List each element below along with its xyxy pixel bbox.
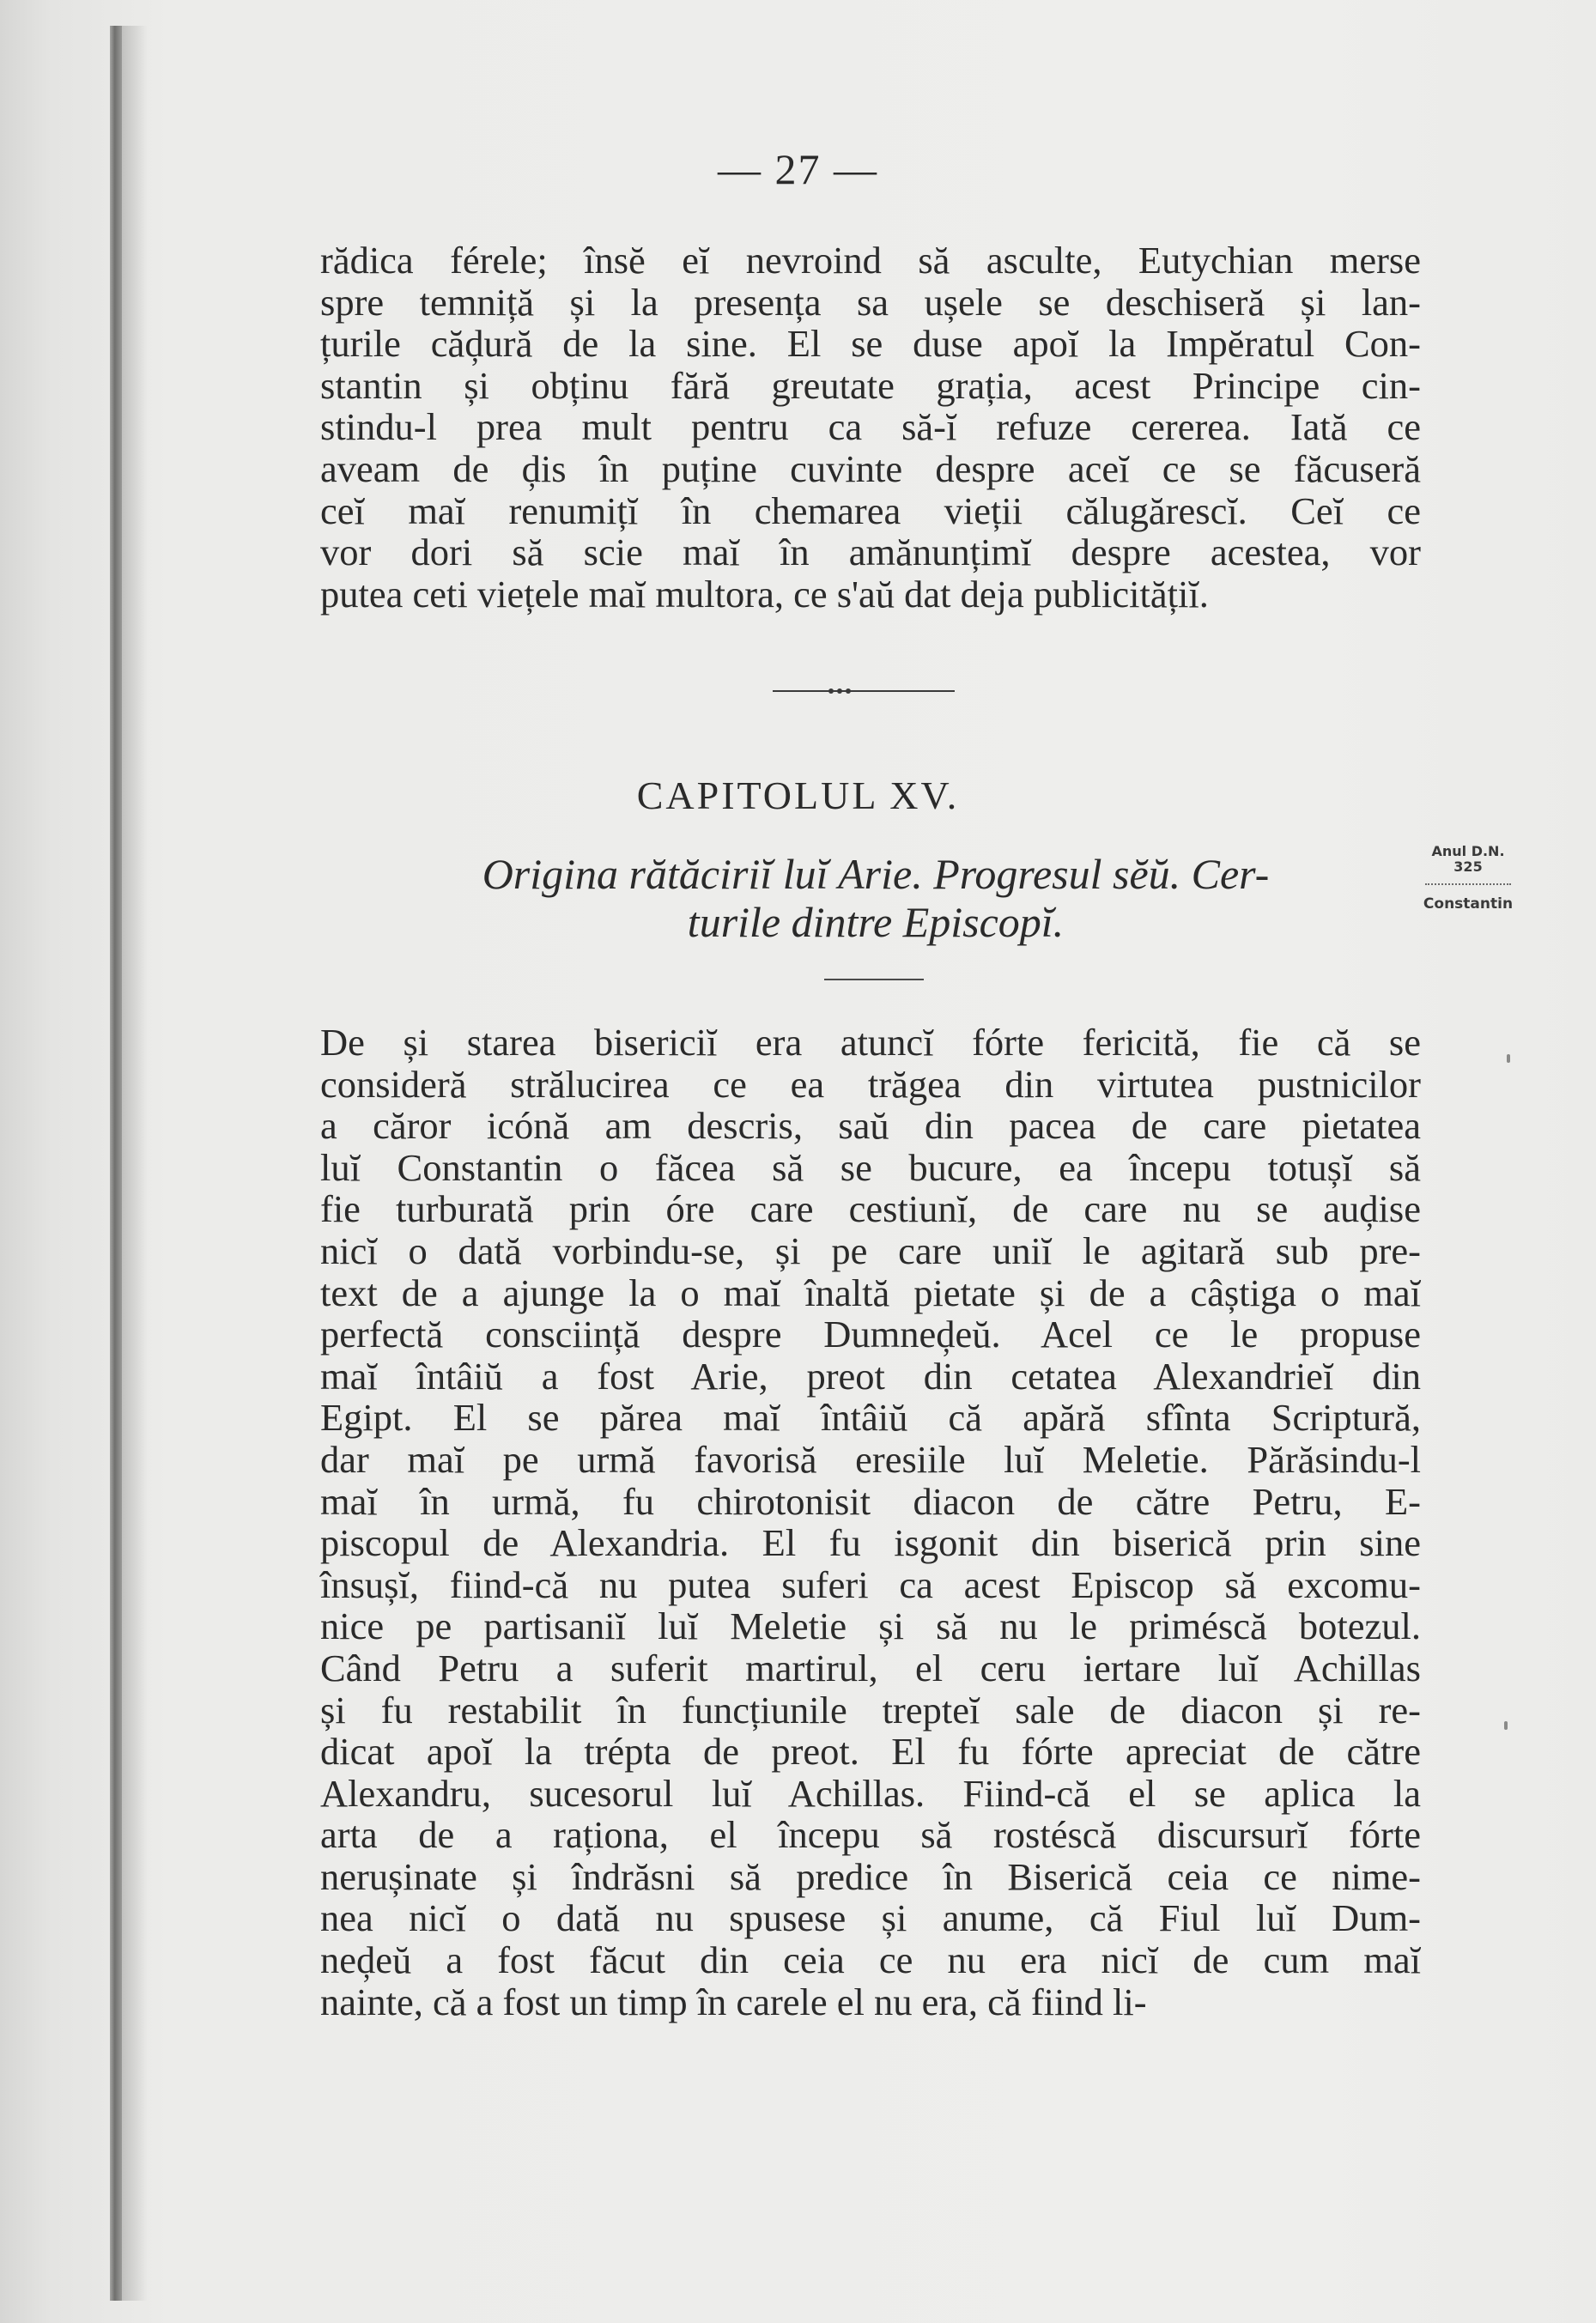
- section-ornament: [773, 687, 955, 695]
- margin-name: Constantin: [1423, 895, 1514, 913]
- body-paragraph: [320, 1022, 1421, 2023]
- text-line: și fu restabilit în funcțiunile trepteĭ sale de diacon și re-: [320, 1688, 1421, 1732]
- book-binding-edge: [110, 26, 122, 2301]
- text-line: nainte, că a fost un timp în carele el nu era, că fiind li-: [320, 1980, 1147, 2023]
- text-line: luĭ Constantin o făcea să se bucure, ea începu totușĭ să: [320, 1145, 1421, 1189]
- text-line: nicĭ o dată vorbindu-se, și pe care uniĭ le agitară sub pre-: [320, 1228, 1421, 1272]
- chapter-subtitle-line: turile dintre Episcopĭ.: [687, 898, 1065, 946]
- text-line: arta de a raționa, el începu să rostéscă discursurĭ fórte: [320, 1813, 1421, 1857]
- chapter-title: CAPITOLUL XV.: [636, 773, 960, 817]
- margin-year-label: Anul D.N.: [1431, 843, 1505, 859]
- binding-shadow: [122, 26, 148, 2301]
- text-line: text de a ajunge la o maĭ înaltă pietate și de a câștiga o maĭ: [320, 1271, 1421, 1314]
- text-line: fie turburată prin óre care cestiunĭ, de care nu se auḑise: [320, 1187, 1421, 1231]
- text-line: Egipt. El se părea maĭ întâiŭ că apără sfînta Scriptură,: [320, 1396, 1421, 1440]
- text-line: nerușinate și îndrăsni să predice în Biserică ceia ce nime-: [320, 1854, 1421, 1898]
- margin-note: [1408, 844, 1528, 913]
- text-line: rădica férele; însĕ eĭ nevroind să asculte, Eutychian merse: [320, 239, 1421, 282]
- top-paragraph: [320, 240, 1421, 615]
- paper-speck: [1507, 1054, 1510, 1063]
- text-line: consideră strălucirea ce ea trăgea din virtutea pustnicilor: [320, 1062, 1421, 1106]
- text-line: țurile căḑură de la sine. El se duse apoĭ la Impĕratul Con-: [320, 322, 1421, 366]
- text-line: neḑeŭ a fost făcut din ceia ce nu era nicĭ de cum maĭ: [320, 1938, 1421, 1982]
- text-line: a căror icónă am descris, saŭ din pacea de care pietatea: [320, 1104, 1421, 1148]
- text-line: perfectă consciință despre Dumneḑeŭ. Acel ce le propuse: [320, 1313, 1421, 1356]
- text-line: nea nicĭ o dată nu spusese și anume, că Fiul luĭ Dum-: [320, 1896, 1421, 1940]
- text-line: nice pe partisaniĭ luĭ Meletie și să nu le priméscă botezul.: [320, 1604, 1421, 1648]
- text-line: ceĭ maĭ renumițĭ în chemarea vieții călugărescĭ. Ceĭ ce: [320, 488, 1421, 532]
- text-line: stindu-l prea mult pentru ca să-ĭ refuze cererea. Iată ce: [320, 405, 1421, 449]
- text-line: dicat apoĭ la trépta de preot. El fu fórte apreciat de către: [320, 1730, 1421, 1774]
- margin-year: 325: [1425, 859, 1511, 885]
- text-line: maĭ în urmă, fu chirotonisit diacon de către Petru, E-: [320, 1479, 1421, 1523]
- text-line: dar maĭ pe urmă favorisă eresiile luĭ Meletie. Părăsindu-l: [320, 1437, 1421, 1481]
- text-line: stantin și obținu fără greutate grația, acest Principe cin-: [320, 363, 1421, 407]
- text-line: piscopul de Alexandria. El fu isgonit din biserică prin sine: [320, 1521, 1421, 1565]
- text-line: Alexandru, sucesorul luĭ Achillas. Fiind-că el se aplica la: [320, 1771, 1421, 1815]
- page-number: — 27 —: [718, 145, 878, 193]
- text-line: spre temniță și la presența sa ușele se deschiseră și lan-: [320, 280, 1421, 324]
- text-line: putea ceti viețele maĭ multora, ce s'aŭ dat deja publicitățiĭ.: [320, 572, 1209, 616]
- text-line: vor dori să scie maĭ în amănunțimĭ despre acestea, vor: [320, 531, 1421, 574]
- text-line: aveam de ḑis în puține cuvinte despre aceĭ ce se făcuseră: [320, 446, 1421, 490]
- text-line: Când Petru a suferit martirul, el ceru iertare luĭ Achillas: [320, 1646, 1421, 1689]
- text-line: însușĭ, fiind-că nu putea suferi ca acest Episcop să excomu-: [320, 1562, 1421, 1606]
- text-line: De și starea bisericiĭ era atuncĭ fórte fericită, fie că se: [320, 1021, 1421, 1064]
- paper-speck: [1504, 1721, 1508, 1730]
- chapter-subtitle: [361, 850, 1391, 946]
- section-divider: [824, 979, 924, 980]
- text-line: maĭ întâiŭ a fost Arie, preot din cetatea Alexandrieĭ din: [320, 1354, 1421, 1398]
- chapter-subtitle-line: Origina rătăciriĭ luĭ Arie. Progresul sĕŭ. Cer-: [482, 850, 1270, 898]
